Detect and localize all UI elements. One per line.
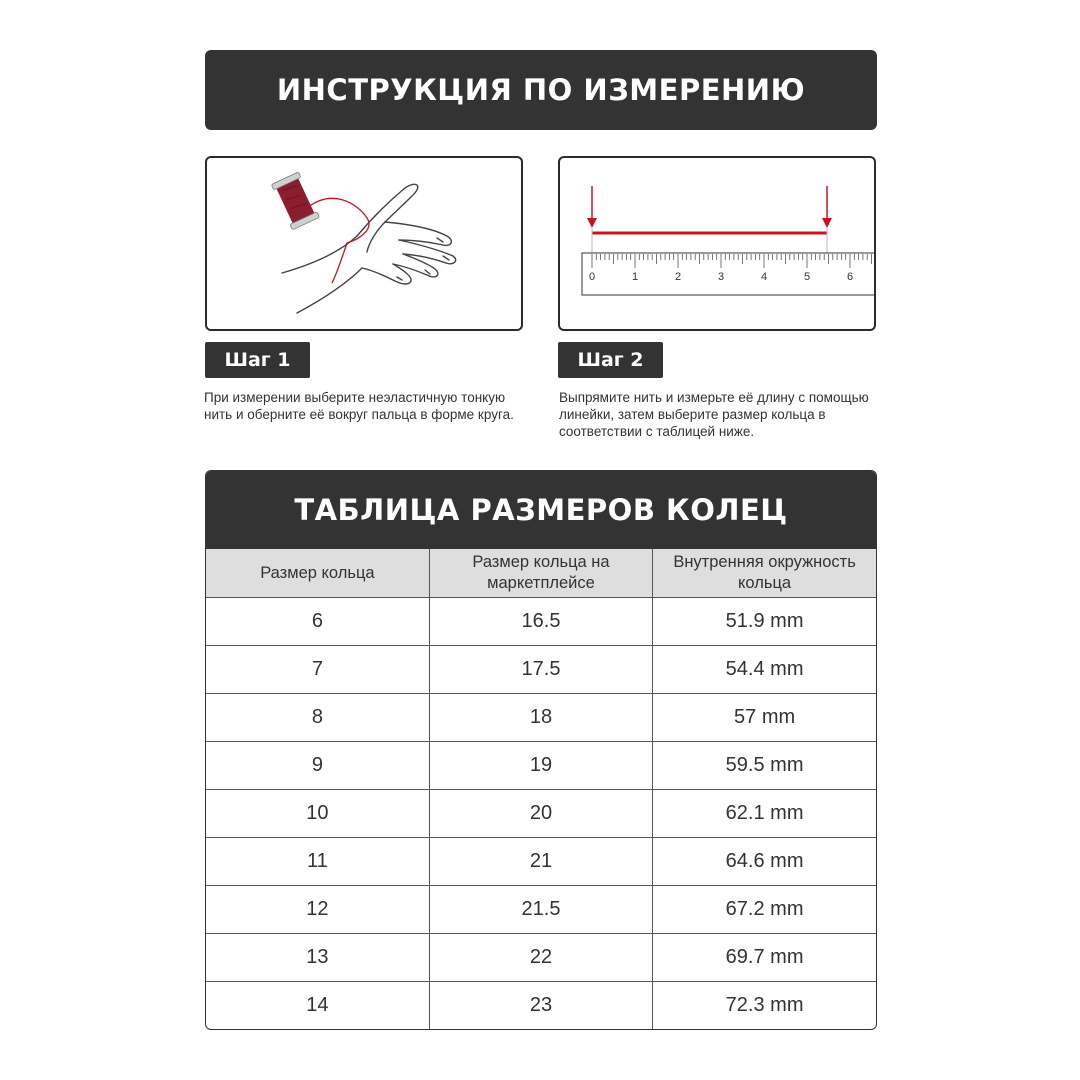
table-row bbox=[206, 886, 876, 934]
cell-ring-size: 8 bbox=[206, 694, 429, 742]
ruler-label: 3 bbox=[717, 271, 725, 283]
ruler-label: 2 bbox=[674, 271, 682, 283]
header-inner-circumference: Внутренняя окружность кольца bbox=[653, 549, 876, 598]
table-header-row bbox=[206, 549, 876, 598]
cell-circumference: 51.9 mm bbox=[653, 598, 876, 646]
cell-marketplace-size: 23 bbox=[429, 982, 652, 1030]
step-2-badge: Шаг 2 bbox=[558, 342, 663, 378]
ruler-label: 0 bbox=[588, 271, 596, 283]
header-ring-size: Размер кольца bbox=[206, 549, 429, 598]
table-row bbox=[206, 982, 876, 1030]
instruction-title: ИНСТРУКЦИЯ ПО ИЗМЕРЕНИЮ bbox=[205, 50, 877, 130]
ruler-label: 5 bbox=[803, 271, 811, 283]
cell-circumference: 67.2 mm bbox=[653, 886, 876, 934]
ruler-label: 4 bbox=[760, 271, 768, 283]
table-row bbox=[206, 646, 876, 694]
size-table-card bbox=[205, 470, 877, 1030]
table-row bbox=[206, 598, 876, 646]
cell-circumference: 62.1 mm bbox=[653, 790, 876, 838]
table-row bbox=[206, 694, 876, 742]
cell-marketplace-size: 19 bbox=[429, 742, 652, 790]
cell-circumference: 59.5 mm bbox=[653, 742, 876, 790]
step-1-badge: Шаг 1 bbox=[205, 342, 310, 378]
cell-marketplace-size: 20 bbox=[429, 790, 652, 838]
cell-ring-size: 7 bbox=[206, 646, 429, 694]
ruler-icon bbox=[560, 158, 876, 331]
cell-ring-size: 9 bbox=[206, 742, 429, 790]
cell-marketplace-size: 22 bbox=[429, 934, 652, 982]
header-marketplace-size: Размер кольца на маркетплейсе bbox=[429, 549, 652, 598]
ruler-label: 6 bbox=[846, 271, 854, 283]
cell-ring-size: 13 bbox=[206, 934, 429, 982]
cell-ring-size: 6 bbox=[206, 598, 429, 646]
table-row bbox=[206, 790, 876, 838]
cell-ring-size: 14 bbox=[206, 982, 429, 1030]
cell-circumference: 72.3 mm bbox=[725, 994, 804, 1016]
table-row bbox=[206, 838, 876, 886]
size-table-title: ТАБЛИЦА РАЗМЕРОВ КОЛЕЦ bbox=[206, 471, 876, 549]
step-1-panel bbox=[205, 156, 523, 331]
step-2-text: Выпрямите нить и измерьте её длину с помощью линейки, затем выберите размер кольца в соответствии с таблицей ниже. bbox=[559, 390, 869, 439]
cell-circumference: 64.6 mm bbox=[653, 838, 876, 886]
cell-marketplace-size: 16.5 bbox=[429, 598, 652, 646]
cell-marketplace-size: 17.5 bbox=[429, 646, 652, 694]
cell-marketplace-size: 18 bbox=[429, 694, 652, 742]
hand-with-thread-icon bbox=[207, 158, 523, 331]
cell-ring-size: 12 bbox=[206, 886, 429, 934]
size-table bbox=[206, 549, 876, 1029]
cell-circumference: 57 mm bbox=[653, 694, 876, 742]
step-1-text: При измерении выберите неэластичную тонкую нить и оберните её вокруг пальца в форме круга. bbox=[204, 390, 514, 422]
ruler-label: 1 bbox=[631, 271, 639, 283]
table-row bbox=[206, 934, 876, 982]
table-row bbox=[206, 742, 876, 790]
cell-ring-size: 11 bbox=[206, 838, 429, 886]
cell-ring-size: 10 bbox=[206, 790, 429, 838]
cell-marketplace-size: 21 bbox=[429, 838, 652, 886]
cell-marketplace-size: 21.5 bbox=[429, 886, 652, 934]
cell-circumference: 54.4 mm bbox=[653, 646, 876, 694]
cell-circumference: 69.7 mm bbox=[653, 934, 876, 982]
step-2-panel bbox=[558, 156, 876, 331]
